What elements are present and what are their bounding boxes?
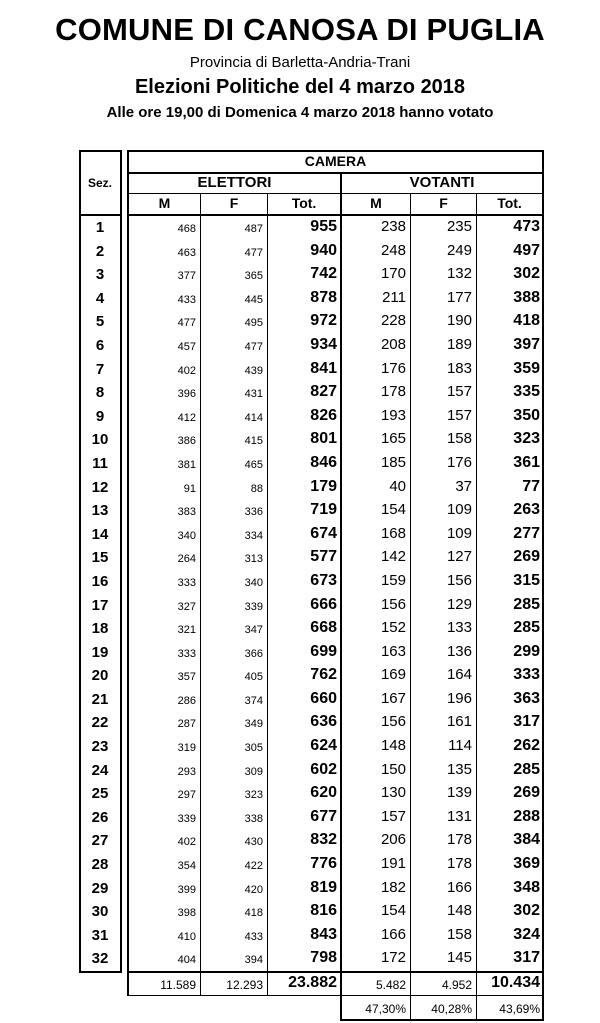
cell-voters-f: 164 [446, 666, 472, 684]
cell-electors-tot: 677 [310, 807, 337, 825]
section-number: 25 [91, 785, 109, 803]
section-number: 1 [95, 219, 105, 236]
cell-voters-m: 182 [380, 878, 406, 896]
sez-border-top [79, 150, 122, 152]
cell-voters-m: 169 [380, 666, 406, 684]
cell-voters-m: 193 [380, 406, 406, 424]
cell-voters-tot: 299 [513, 642, 540, 660]
cell-electors-tot: 762 [310, 666, 337, 684]
cell-voters-m: 165 [380, 430, 406, 448]
cell-voters-tot: 317 [513, 949, 540, 967]
total-voters-tot: 10.434 [491, 974, 540, 991]
col-header-m-electors: M [158, 195, 171, 211]
cell-electors-tot: 798 [310, 949, 337, 967]
cell-electors-f: 431 [244, 388, 263, 401]
cell-voters-tot: 285 [513, 595, 540, 613]
section-number: 18 [91, 620, 109, 638]
cell-voters-f: 190 [446, 312, 472, 330]
cell-voters-tot: 277 [513, 524, 540, 542]
cell-voters-tot: 262 [513, 737, 540, 755]
cell-voters-m: 157 [380, 807, 406, 825]
cell-electors-m: 333 [177, 576, 196, 589]
cell-electors-tot: 776 [310, 855, 337, 873]
pct-voters-m: 47,30% [365, 1002, 406, 1016]
cell-voters-m: 130 [380, 784, 406, 802]
cell-electors-m: 412 [177, 411, 196, 424]
cell-voters-tot: 335 [513, 383, 540, 401]
section-header: Sez. [87, 176, 112, 190]
voters-header: VOTANTI [409, 174, 475, 191]
cell-electors-tot: 841 [310, 359, 337, 377]
cell-voters-f: 37 [455, 477, 472, 495]
table-row [128, 641, 544, 665]
cell-electors-f: 422 [244, 860, 263, 873]
section-number: 20 [91, 667, 109, 685]
cell-electors-tot: 699 [310, 642, 337, 660]
cell-electors-f: 477 [244, 340, 263, 353]
cell-voters-m: 159 [380, 571, 406, 589]
cell-electors-f: 338 [244, 812, 263, 825]
cell-voters-m: 152 [380, 619, 406, 637]
cell-voters-f: 129 [446, 595, 472, 613]
cell-voters-f: 183 [446, 359, 472, 377]
cell-electors-m: 457 [177, 340, 196, 353]
section-number: 2 [95, 242, 105, 260]
total-voters-m: 5.482 [375, 978, 406, 992]
table-row [128, 405, 544, 429]
cell-electors-tot: 620 [310, 784, 337, 802]
totals-row [128, 972, 544, 996]
cell-electors-tot: 673 [310, 571, 337, 589]
cell-electors-m: 402 [177, 364, 196, 377]
cell-voters-f: 178 [446, 855, 472, 873]
cell-voters-tot: 317 [513, 713, 540, 731]
cell-electors-tot: 719 [310, 501, 337, 519]
table-body [128, 216, 544, 971]
table-row [128, 711, 544, 735]
cell-voters-m: 156 [380, 713, 406, 731]
cell-electors-f: 365 [244, 270, 263, 283]
cell-voters-tot: 388 [513, 288, 540, 306]
section-number: 21 [91, 690, 109, 708]
cell-electors-f: 487 [244, 223, 263, 235]
table-row [128, 594, 544, 618]
cell-electors-m: 327 [177, 600, 196, 613]
cell-electors-m: 383 [177, 506, 196, 519]
section-number: 6 [95, 336, 105, 354]
section-number: 11 [92, 454, 108, 472]
election-heading: Elezioni Politiche del 4 marzo 2018 [134, 76, 466, 98]
total-voters-f: 4.952 [441, 978, 472, 992]
percentages-row [341, 998, 544, 1020]
cell-voters-f: 157 [446, 406, 472, 424]
cell-electors-f: 309 [244, 765, 263, 778]
sez-border-bottom [79, 971, 122, 973]
table-row [128, 947, 544, 971]
cell-electors-f: 305 [244, 742, 263, 755]
cell-electors-m: 321 [177, 624, 196, 637]
cell-voters-f: 114 [448, 737, 472, 755]
cell-electors-f: 336 [244, 506, 263, 519]
group-divider [127, 193, 544, 194]
cell-voters-f: 235 [446, 218, 472, 235]
table-row [128, 428, 544, 452]
section-number: 16 [91, 572, 109, 590]
cell-electors-m: 477 [177, 317, 196, 330]
cell-voters-tot: 302 [513, 902, 540, 920]
cell-voters-m: 238 [380, 218, 406, 235]
cell-electors-f: 394 [244, 954, 263, 967]
section-number: 31 [91, 926, 109, 944]
turnout-note: Alle ore 19,00 di Domenica 4 marzo 2018 hanno votato [106, 104, 494, 121]
cell-voters-tot: 348 [513, 878, 540, 896]
cell-electors-f: 420 [244, 883, 263, 896]
table-row [128, 759, 544, 783]
cell-voters-tot: 473 [513, 218, 540, 235]
cell-electors-m: 287 [177, 718, 196, 731]
cell-voters-m: 168 [380, 524, 406, 542]
table-row [128, 853, 544, 877]
table-border-top [127, 150, 544, 152]
table-row [128, 900, 544, 924]
cell-electors-tot: 816 [310, 902, 337, 920]
cell-electors-f: 339 [244, 600, 263, 613]
section-number: 15 [91, 549, 109, 567]
table-row [128, 216, 544, 240]
cell-electors-m: 386 [177, 435, 196, 448]
cell-electors-tot: 636 [310, 713, 337, 731]
cell-electors-tot: 660 [310, 689, 337, 707]
cell-electors-tot: 602 [310, 760, 337, 778]
table-row [128, 782, 544, 806]
cell-electors-f: 439 [244, 364, 263, 377]
section-number: 8 [95, 384, 105, 402]
cell-voters-tot: 384 [513, 831, 540, 849]
total-electors-f: 12.293 [226, 978, 263, 992]
cell-voters-tot: 359 [513, 359, 540, 377]
cell-electors-m: 463 [177, 246, 196, 259]
cell-voters-tot: 77 [522, 477, 540, 495]
camera-header: CAMERA [304, 153, 367, 169]
cell-voters-f: 176 [446, 453, 472, 471]
table-row [128, 523, 544, 547]
table-row [128, 617, 544, 641]
cell-electors-m: 468 [177, 223, 196, 235]
province-subtitle: Provincia di Barletta-Andria-Trani [189, 54, 411, 71]
cell-electors-f: 495 [244, 317, 263, 330]
section-number: 4 [95, 289, 105, 307]
section-number: 10 [91, 431, 109, 449]
cell-electors-tot: 846 [310, 453, 337, 471]
cell-voters-tot: 324 [513, 925, 540, 943]
table-row [128, 381, 544, 405]
cell-electors-f: 465 [244, 458, 263, 471]
cell-electors-tot: 940 [310, 241, 337, 259]
cell-electors-m: 433 [177, 293, 196, 306]
cell-voters-m: 248 [380, 241, 406, 259]
cell-voters-f: 136 [446, 642, 472, 660]
cell-voters-f: 196 [446, 689, 472, 707]
section-number: 17 [91, 596, 109, 614]
cell-electors-m: 340 [177, 529, 196, 542]
table-row [128, 499, 544, 523]
cell-electors-m: 381 [177, 458, 196, 471]
section-number: 30 [91, 903, 109, 921]
cell-voters-f: 109 [446, 501, 472, 519]
cell-electors-tot: 819 [310, 878, 337, 896]
table-row [128, 924, 544, 948]
cell-voters-m: 208 [380, 335, 406, 353]
cell-electors-tot: 826 [310, 406, 337, 424]
cell-voters-m: 191 [380, 855, 406, 873]
cell-electors-tot: 955 [310, 218, 337, 235]
table-row [128, 664, 544, 688]
cell-voters-tot: 323 [513, 430, 540, 448]
section-number: 23 [91, 738, 109, 756]
table-row [128, 287, 544, 311]
cell-electors-m: 286 [177, 694, 196, 707]
total-electors-m: 11.589 [160, 978, 196, 992]
cell-voters-f: 158 [446, 430, 472, 448]
cell-electors-tot: 577 [310, 548, 337, 566]
table-row [128, 476, 544, 500]
page-title: COMUNE DI CANOSA DI PUGLIA [55, 12, 545, 47]
cell-electors-f: 349 [244, 718, 263, 731]
table-row [128, 546, 544, 570]
section-number: 13 [91, 502, 109, 520]
cell-electors-tot: 843 [310, 925, 337, 943]
cell-voters-m: 166 [380, 925, 406, 943]
cell-electors-f: 477 [244, 246, 263, 259]
cell-voters-m: 148 [380, 737, 406, 755]
cell-voters-m: 172 [380, 949, 406, 967]
cell-voters-f: 177 [446, 288, 472, 306]
cell-voters-tot: 397 [513, 335, 540, 353]
total-electors-tot: 23.882 [288, 974, 337, 991]
table-row [128, 806, 544, 830]
cell-electors-f: 366 [244, 647, 263, 660]
section-number: 29 [91, 879, 109, 897]
cell-voters-tot: 288 [513, 807, 540, 825]
cell-electors-f: 433 [244, 930, 263, 943]
section-number: 3 [95, 266, 105, 284]
cell-electors-tot: 832 [310, 831, 337, 849]
cell-electors-f: 430 [244, 836, 263, 849]
cell-electors-m: 293 [177, 765, 196, 778]
cell-electors-tot: 878 [310, 288, 337, 306]
col-header-f-electors: F [229, 195, 239, 211]
col-header-tot-voters: Tot. [497, 195, 522, 211]
section-number: 14 [91, 525, 109, 543]
cell-voters-m: 154 [380, 902, 406, 920]
cell-electors-m: 396 [177, 388, 196, 401]
section-number: 19 [91, 643, 109, 661]
cell-voters-m: 178 [380, 383, 406, 401]
cell-electors-tot: 972 [310, 312, 337, 330]
table-row [128, 735, 544, 759]
cell-voters-m: 150 [380, 760, 406, 778]
cell-electors-f: 445 [244, 293, 263, 306]
cell-electors-m: 357 [177, 671, 196, 684]
cell-voters-f: 156 [446, 571, 472, 589]
section-number-column [80, 216, 120, 971]
cell-voters-tot: 361 [513, 453, 540, 471]
cell-voters-f: 139 [446, 784, 472, 802]
cell-voters-f: 148 [446, 902, 472, 920]
cell-voters-m: 156 [380, 595, 406, 613]
table-row [128, 829, 544, 853]
table-row [128, 310, 544, 334]
cell-voters-tot: 497 [513, 241, 540, 259]
cell-electors-m: 333 [177, 647, 196, 660]
cell-electors-tot: 624 [310, 737, 337, 755]
cell-electors-m: 339 [177, 812, 196, 825]
cell-electors-m: 319 [177, 742, 196, 755]
section-number: 26 [91, 808, 109, 826]
cell-electors-m: 297 [177, 789, 196, 802]
section-number: 27 [91, 832, 109, 850]
cell-voters-f: 178 [446, 831, 472, 849]
electors-header: ELETTORI [197, 174, 272, 191]
cell-electors-f: 374 [244, 694, 263, 707]
cell-voters-f: 166 [446, 878, 472, 896]
cell-electors-f: 88 [250, 482, 263, 495]
table-row [128, 452, 544, 476]
cell-voters-tot: 363 [513, 689, 540, 707]
table-row [128, 688, 544, 712]
section-number: 28 [91, 856, 109, 874]
section-number: 12 [91, 478, 109, 496]
table-row [128, 358, 544, 382]
col-header-tot-electors: Tot. [291, 195, 317, 211]
table-row [128, 570, 544, 594]
cell-voters-f: 189 [446, 335, 472, 353]
cell-voters-f: 132 [446, 265, 472, 283]
cell-electors-f: 347 [244, 624, 263, 637]
section-number: 32 [91, 950, 109, 968]
section-number: 22 [91, 714, 109, 732]
cell-electors-m: 377 [177, 270, 196, 283]
cell-voters-f: 133 [446, 619, 472, 637]
cell-voters-f: 145 [446, 949, 472, 967]
cell-voters-f: 131 [446, 807, 472, 825]
cell-voters-tot: 418 [513, 312, 540, 330]
table-row [128, 263, 544, 287]
cell-voters-f: 249 [446, 241, 472, 259]
cell-electors-tot: 827 [310, 383, 337, 401]
cell-electors-m: 354 [177, 860, 196, 873]
pct-voters-tot: 43,69% [499, 1002, 540, 1016]
cell-voters-f: 109 [446, 524, 472, 542]
pct-voters-f: 40,28% [431, 1002, 472, 1016]
cell-voters-f: 158 [446, 925, 472, 943]
cell-voters-m: 170 [380, 265, 406, 283]
cell-electors-f: 323 [244, 789, 263, 802]
cell-electors-m: 410 [177, 930, 196, 943]
cell-electors-m: 404 [177, 954, 196, 967]
cell-voters-tot: 350 [513, 406, 540, 424]
cell-voters-tot: 285 [513, 619, 540, 637]
cell-electors-m: 91 [183, 482, 196, 495]
cell-voters-tot: 315 [513, 571, 540, 589]
sez-border-right [120, 150, 122, 973]
cell-voters-f: 161 [446, 713, 472, 731]
cell-voters-m: 40 [389, 477, 406, 495]
cell-voters-m: 142 [380, 548, 406, 566]
cell-voters-tot: 369 [513, 855, 540, 873]
cell-voters-m: 176 [380, 359, 406, 377]
col-header-f-voters: F [439, 195, 448, 211]
cell-electors-m: 398 [177, 907, 196, 920]
cell-voters-m: 211 [382, 288, 406, 306]
cell-electors-tot: 674 [310, 524, 337, 542]
table-row [128, 240, 544, 264]
section-number: 24 [91, 761, 109, 779]
cell-electors-f: 415 [244, 435, 263, 448]
section-number: 9 [95, 407, 105, 425]
cell-electors-tot: 934 [310, 335, 337, 353]
cell-voters-m: 185 [380, 453, 406, 471]
cell-electors-m: 399 [177, 883, 196, 896]
cell-electors-tot: 668 [310, 619, 337, 637]
cell-voters-tot: 333 [513, 666, 540, 684]
cell-electors-tot: 801 [310, 430, 337, 448]
section-number: 5 [95, 313, 105, 331]
table-row [128, 877, 544, 901]
cell-electors-tot: 179 [310, 477, 337, 495]
cell-voters-m: 163 [380, 642, 406, 660]
cell-voters-tot: 285 [513, 760, 540, 778]
cell-electors-f: 313 [244, 553, 263, 566]
cell-electors-f: 405 [244, 671, 263, 684]
cell-electors-f: 414 [244, 411, 263, 424]
cell-voters-m: 167 [380, 689, 406, 707]
cell-voters-m: 154 [380, 501, 406, 519]
cell-electors-m: 402 [177, 836, 196, 849]
cell-voters-m: 228 [380, 312, 406, 330]
cell-voters-m: 206 [380, 831, 406, 849]
cell-voters-tot: 302 [513, 265, 540, 283]
cell-electors-f: 418 [244, 907, 263, 920]
cell-electors-m: 264 [177, 553, 196, 566]
cell-voters-f: 157 [446, 383, 472, 401]
cell-voters-f: 135 [446, 760, 472, 778]
cell-voters-tot: 269 [513, 548, 540, 566]
cell-electors-f: 340 [244, 576, 263, 589]
cell-electors-tot: 666 [310, 595, 337, 613]
cell-voters-tot: 263 [513, 501, 540, 519]
cell-electors-tot: 742 [310, 265, 337, 283]
table-row [128, 334, 544, 358]
col-header-m-voters: M [370, 195, 382, 211]
cell-electors-f: 334 [244, 529, 263, 542]
section-number: 7 [95, 360, 105, 378]
cell-voters-f: 127 [446, 548, 472, 566]
cell-voters-tot: 269 [513, 784, 540, 802]
